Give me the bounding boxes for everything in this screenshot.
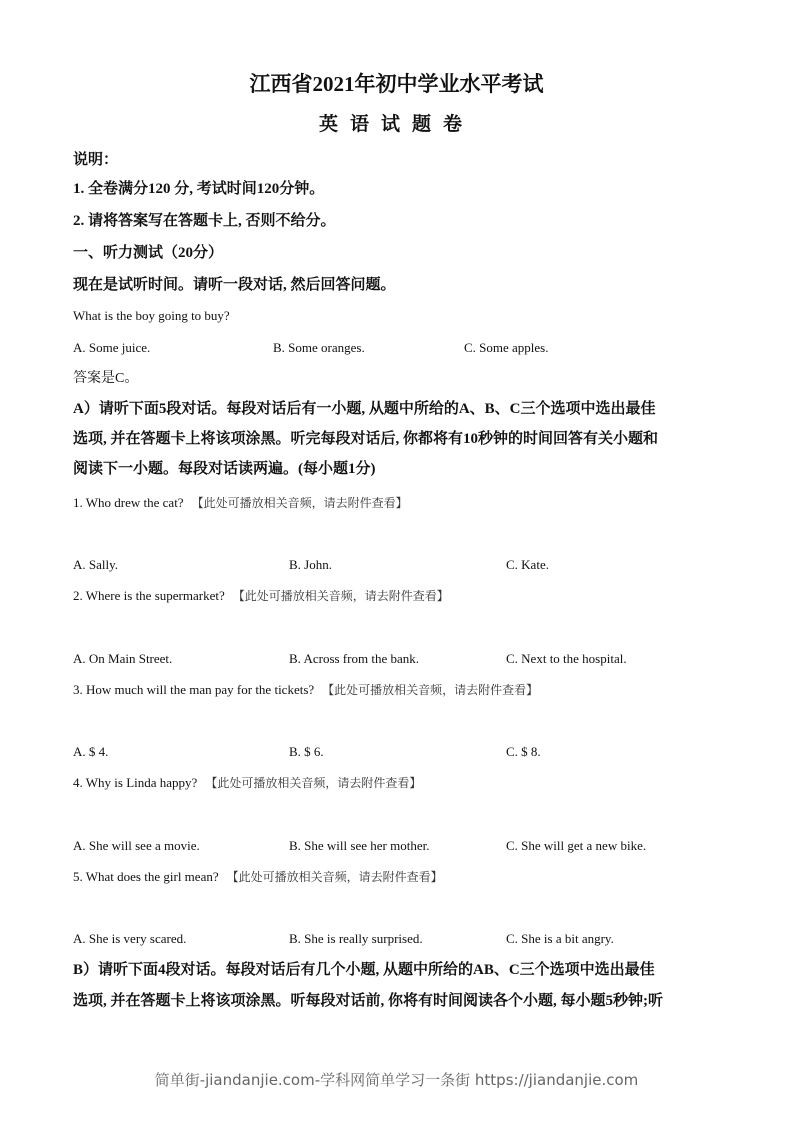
instruction-item: 1. 全卷满分120 分, 考试时间120分钟。 [73,181,325,197]
audio-note: 【此处可播放相关音频，请去附件查看】 [191,496,408,510]
question-text: 1. Who drew the cat? [73,495,184,510]
option: C. She is a bit angry. [506,931,614,946]
instruction-item: 2. 请将答案写在答题卡上, 否则不给分。 [73,213,336,229]
part-a-instructions: 选项, 并在答题卡上将该项涂黑。听完每段对话后, 你都将有10秒钟的时间回答有关小题和 [73,431,659,447]
footer-watermark: 简单街-jiandanjie.com-学科网简单学习一条街 https://jiandanjie.com [154,1071,639,1089]
section-heading: 一、听力测试（20分） [73,245,224,261]
trial-question: What is the boy going to buy? [73,308,230,323]
audio-note: 【此处可播放相关音频，请去附件查看】 [205,776,422,790]
exam-title: 江西省2021年初中学业水平考试 [249,72,544,96]
question-text: 4. Why is Linda happy? [73,775,198,790]
part-b-instructions: B）请听下面4段对话。每段对话后有几个小题, 从题中所给的AB、C三个选项中选出最佳 [73,962,655,978]
option: C. Kate. [506,557,549,572]
audio-note: 【此处可播放相关音频，请去附件查看】 [322,683,539,697]
option: B. She is really surprised. [289,931,423,946]
question-text: 2. Where is the supermarket? [73,588,225,603]
trial-intro: 现在是试听时间。请听一段对话, 然后回答问题。 [73,277,396,293]
audio-note: 【此处可播放相关音频，请去附件查看】 [226,870,443,884]
option: A. She will see a movie. [73,838,200,853]
option: C. Next to the hospital. [506,651,627,666]
question-1 [73,493,408,513]
option: A. On Main Street. [73,651,173,666]
question-text: 3. How much will the man pay for the tickets? [73,682,315,697]
instructions-heading: 说明： [73,152,119,168]
option: A. $ 4. [73,744,109,759]
question-5 [73,867,443,887]
option: B. $ 6. [289,744,324,759]
part-b-instructions: 选项, 并在答题卡上将该项涂黑。听每段对话前, 你将有时间阅读各个小题, 每小题5秒钟;听 [73,993,663,1009]
option: C. Some apples. [464,340,549,355]
trial-answer: 答案是C。 [73,371,139,386]
question-3 [73,680,538,700]
option: C. She will get a new bike. [506,838,647,853]
option: B. Across from the bank. [289,651,419,666]
option: A. Some juice. [73,340,151,355]
option: A. She is very scared. [73,931,187,946]
part-a-instructions: A）请听下面5段对话。每段对话后有一小题, 从题中所给的A、B、C三个选项中选出最佳 [73,401,656,417]
question-4 [73,773,421,793]
option: B. Some oranges. [273,340,365,355]
audio-note: 【此处可播放相关音频，请去附件查看】 [232,589,449,603]
part-a-instructions: 阅读下一小题。每段对话读两遍。(每小题1分) [73,461,376,477]
question-2 [73,586,449,606]
option: C. $ 8. [506,744,541,759]
question-text: 5. What does the girl mean? [73,869,219,884]
option: B. John. [289,557,332,572]
option: B. She will see her mother. [289,838,430,853]
option: A. Sally. [73,557,119,572]
exam-subtitle: 英语试题卷 [318,114,474,135]
